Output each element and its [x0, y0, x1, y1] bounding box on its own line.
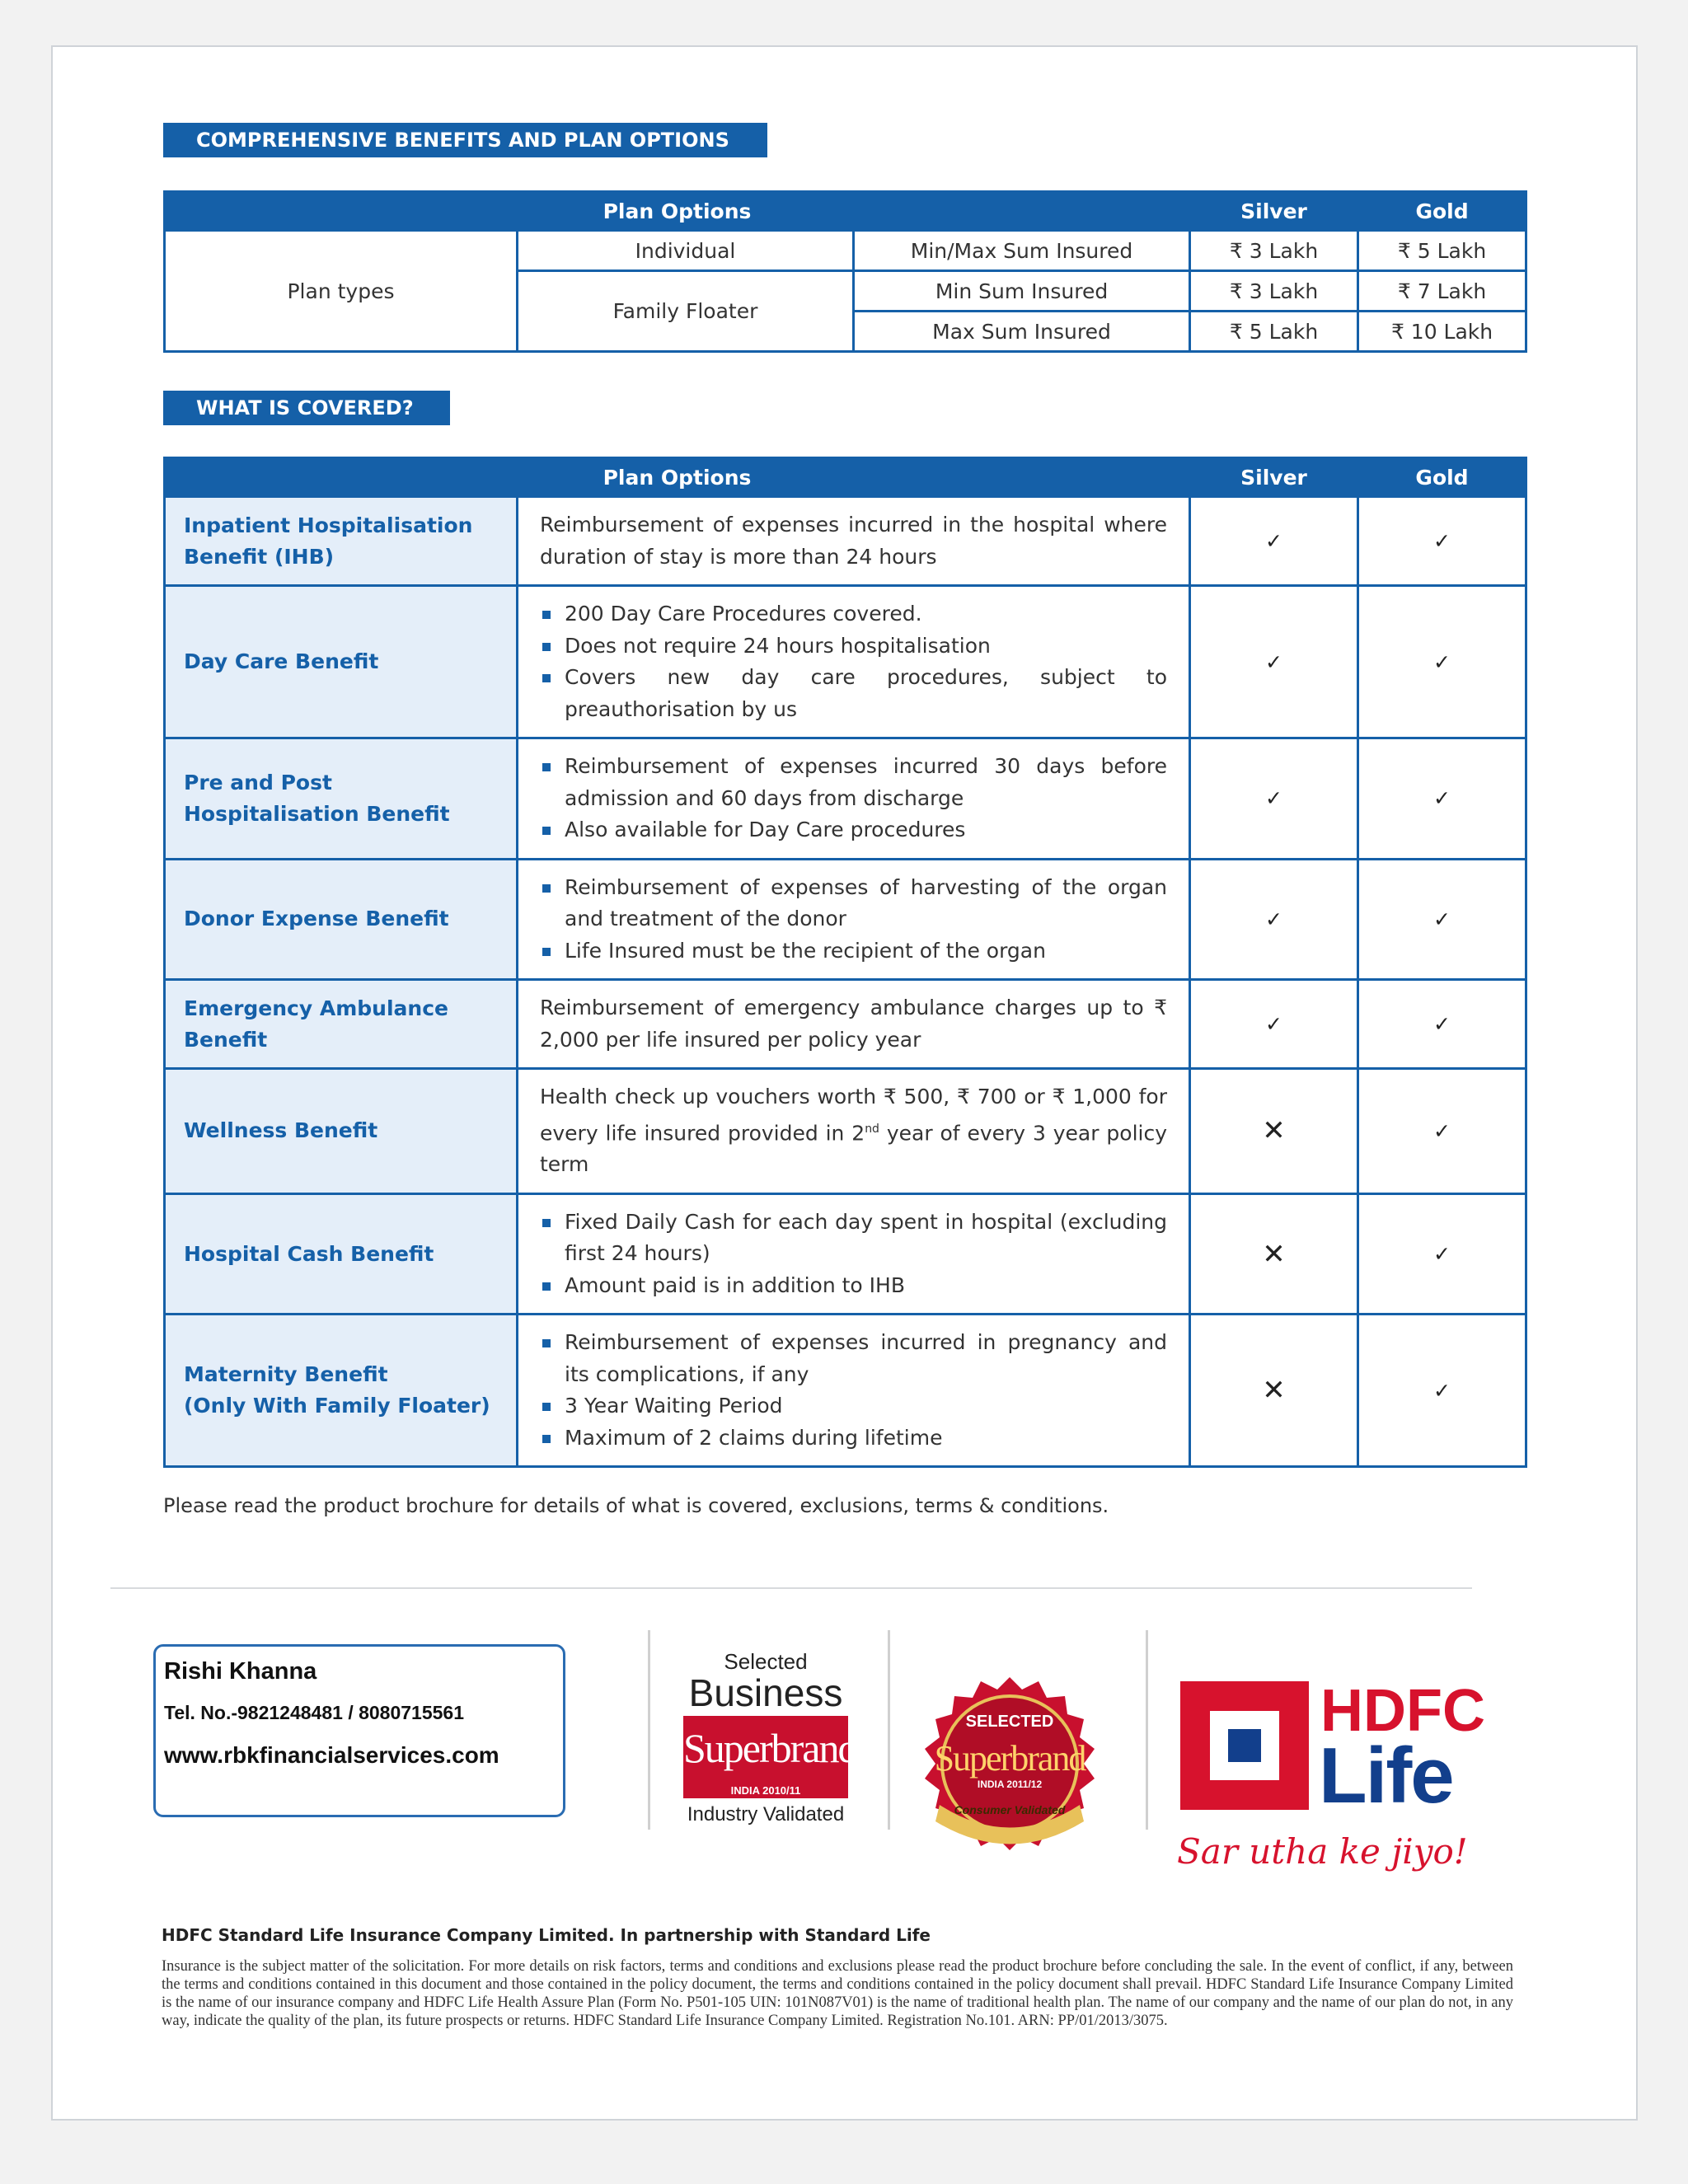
- silver-check-icon: ✓: [1190, 980, 1358, 1069]
- coverage-table: [163, 457, 1527, 1468]
- logo-text-validated: Industry Validated: [687, 1803, 845, 1825]
- silver-check-icon: ✓: [1190, 586, 1358, 738]
- table-row: [165, 859, 1526, 980]
- gold-check-icon: ✓: [1358, 1193, 1526, 1315]
- divider: [888, 1630, 890, 1830]
- header-gold: Gold: [1358, 192, 1526, 231]
- benefit-description: [518, 1069, 1190, 1194]
- legal-disclaimer: Insurance is the subject matter of the solicitation. For more details on risk factors, terms and conditions and exclusions please read the product brochure before concluding the sale. In the event of conflict, if any, between the terms and conditions contained in this document and those contained in the policy document, the terms and conditions contained in the policy document shall prevail. HDFC Standard Life Insurance Company Limited is the name of our insurance company and HDFC Life Health Assure Plan (Form No. P501-105 UIN: 101N087V01) is the name of traditional health plan. The name of our company and the name of our plan do not, in any way, indicate the quality of the plan, its future prospects or returns. HDFC Standard Life Insurance Company Limited. Registration No.101. ARN: PP/01/2013/3075.: [162, 1958, 1513, 2029]
- benefit-name: Emergency Ambulance Benefit: [165, 980, 518, 1069]
- table-row: [165, 980, 1526, 1069]
- benefit-name: Wellness Benefit: [165, 1069, 518, 1194]
- contact-name: Rishi Khanna: [164, 1658, 317, 1685]
- benefit-name: Inpatient Hospitalisation Benefit (IHB): [165, 497, 518, 586]
- benefit-name: Hospital Cash Benefit: [165, 1193, 518, 1315]
- table-row: [165, 586, 1526, 738]
- benefit-name-note: (Only With Family Floater): [184, 1394, 490, 1418]
- plan-individual: Individual: [518, 231, 854, 271]
- gold-value: ₹ 7 Lakh: [1358, 271, 1526, 312]
- list-item: Covers new day care procedures, subject to preauthorisation by us: [540, 662, 1167, 725]
- gold-check-icon: ✓: [1358, 497, 1526, 586]
- gold-check-icon: ✓: [1358, 1315, 1526, 1467]
- silver-check-icon: ✓: [1190, 859, 1358, 980]
- divider: [648, 1630, 650, 1830]
- benefit-description: Reimbursement of emergency ambulance charges up to ₹ 2,000 per life insured per policy year: [518, 980, 1190, 1069]
- superbrand-business-logo: [678, 1649, 857, 1826]
- hdfc-square-logo-icon: [1180, 1681, 1309, 1810]
- list-item: Reimbursement of expenses incurred 30 days before admission and 60 days from discharge: [540, 751, 1167, 814]
- list-item: Reimbursement of expenses incurred in pregnancy and its complications, if any: [540, 1327, 1167, 1390]
- section-title-benefits: COMPREHENSIVE BENEFITS AND PLAN OPTIONS: [163, 123, 767, 157]
- silver-check-icon: ✓: [1190, 738, 1358, 860]
- superbrand-seal-icon: [915, 1673, 1104, 1854]
- gold-value: ₹ 5 Lakh: [1358, 231, 1526, 271]
- list-item: Does not require 24 hours hospitalisation: [540, 630, 1167, 663]
- gold-check-icon: ✓: [1358, 859, 1526, 980]
- logo-text-brand: Superbrand: [683, 1725, 857, 1771]
- plan-family-floater: Family Floater: [518, 271, 854, 352]
- benefit-name: Day Care Benefit: [165, 586, 518, 738]
- logo-text-year: INDIA 2010/11: [730, 1784, 801, 1797]
- silver-value: ₹ 3 Lakh: [1190, 231, 1358, 271]
- header-plan-options: Plan Options: [165, 192, 1190, 231]
- benefit-name: Pre and Post Hospitalisation Benefit: [165, 738, 518, 860]
- divider: [110, 1587, 1472, 1589]
- seal-text-selected: SELECTED: [965, 1713, 1054, 1731]
- logo-text-selected: Selected: [724, 1649, 808, 1674]
- list-item: Fixed Daily Cash for each day spent in hospital (excluding first 24 hours): [540, 1207, 1167, 1270]
- silver-cross-icon: ✕: [1190, 1315, 1358, 1467]
- benefit-description: Reimbursement of expenses incurred in the hospital where duration of stay is more than 24 hours: [518, 497, 1190, 586]
- benefit-description: [518, 738, 1190, 860]
- silver-cross-icon: ✕: [1190, 1069, 1358, 1194]
- table-row: [165, 738, 1526, 860]
- description-text: year of every 3 year policy term: [540, 1120, 1168, 1177]
- silver-cross-icon: ✕: [1190, 1193, 1358, 1315]
- hdfc-tagline: Sar utha ke jiyo!: [1177, 1831, 1468, 1872]
- divider: [1146, 1630, 1148, 1830]
- measure-cell: Min Sum Insured: [854, 271, 1190, 312]
- silver-value: ₹ 3 Lakh: [1190, 271, 1358, 312]
- description-text: Health check up vouchers worth ₹ 500, ₹ 700 or ₹ 1,000 for every life insured provided in 2: [540, 1085, 1168, 1145]
- benefit-description: [518, 1193, 1190, 1315]
- list-item: Amount paid is in addition to IHB: [540, 1270, 1167, 1302]
- table-row: [165, 1315, 1526, 1467]
- silver-value: ₹ 5 Lakh: [1190, 312, 1358, 352]
- table-row: [165, 1069, 1526, 1194]
- seal-text-brand: Superbrand: [934, 1738, 1085, 1779]
- hdfc-wordmark: HDFC: [1320, 1678, 1485, 1744]
- header-gold: Gold: [1358, 458, 1526, 497]
- list-item: 3 Year Waiting Period: [540, 1390, 1167, 1422]
- plan-options-table: [163, 190, 1527, 353]
- header-plan-options: Plan Options: [165, 458, 1190, 497]
- company-name: HDFC Standard Life Insurance Company Limited. In partnership with Standard Life: [162, 1925, 931, 1945]
- seal-text-year: INDIA 2011/12: [977, 1779, 1043, 1790]
- measure-cell: Min/Max Sum Insured: [854, 231, 1190, 271]
- contact-card: [153, 1644, 565, 1817]
- benefit-description: [518, 586, 1190, 738]
- list-item: Maximum of 2 claims during lifetime: [540, 1422, 1167, 1455]
- benefit-name-line: Maternity Benefit: [184, 1362, 388, 1387]
- gold-check-icon: ✓: [1358, 738, 1526, 860]
- header-silver: Silver: [1190, 192, 1358, 231]
- silver-check-icon: ✓: [1190, 497, 1358, 586]
- list-item: Also available for Day Care procedures: [540, 814, 1167, 846]
- contact-website[interactable]: www.rbkfinancialservices.com: [164, 1742, 499, 1768]
- list-item: Reimbursement of expenses of harvesting of the organ and treatment of the donor: [540, 872, 1167, 935]
- list-item: Life Insured must be the recipient of the organ: [540, 935, 1167, 968]
- contact-phone: Tel. No.-9821248481 / 8080715561: [164, 1702, 465, 1723]
- list-item: 200 Day Care Procedures covered.: [540, 598, 1167, 630]
- seal-text-consumer: Consumer Validated: [954, 1803, 1066, 1816]
- table-row: [165, 1193, 1526, 1315]
- gold-check-icon: ✓: [1358, 1069, 1526, 1194]
- section-title-covered: WHAT IS COVERED?: [163, 391, 450, 425]
- table-row: [165, 497, 1526, 586]
- header-silver: Silver: [1190, 458, 1358, 497]
- superbrand-badge: [683, 1716, 857, 1798]
- footnote: Please read the product brochure for details of what is covered, exclusions, terms & conditions.: [163, 1494, 1109, 1518]
- benefit-description: [518, 1315, 1190, 1467]
- measure-cell: Max Sum Insured: [854, 312, 1190, 352]
- gold-check-icon: ✓: [1358, 980, 1526, 1069]
- page-content: [163, 123, 1525, 1517]
- superscript: nd: [865, 1122, 879, 1136]
- life-wordmark: Life: [1319, 1732, 1453, 1820]
- benefit-description: [518, 859, 1190, 980]
- benefit-name: Donor Expense Benefit: [165, 859, 518, 980]
- gold-value: ₹ 10 Lakh: [1358, 312, 1526, 352]
- table-row: [165, 231, 1526, 271]
- benefit-name: [165, 1315, 518, 1467]
- logo-text-business: Business: [688, 1671, 843, 1714]
- gold-check-icon: ✓: [1358, 586, 1526, 738]
- plan-types-label: Plan types: [165, 231, 518, 352]
